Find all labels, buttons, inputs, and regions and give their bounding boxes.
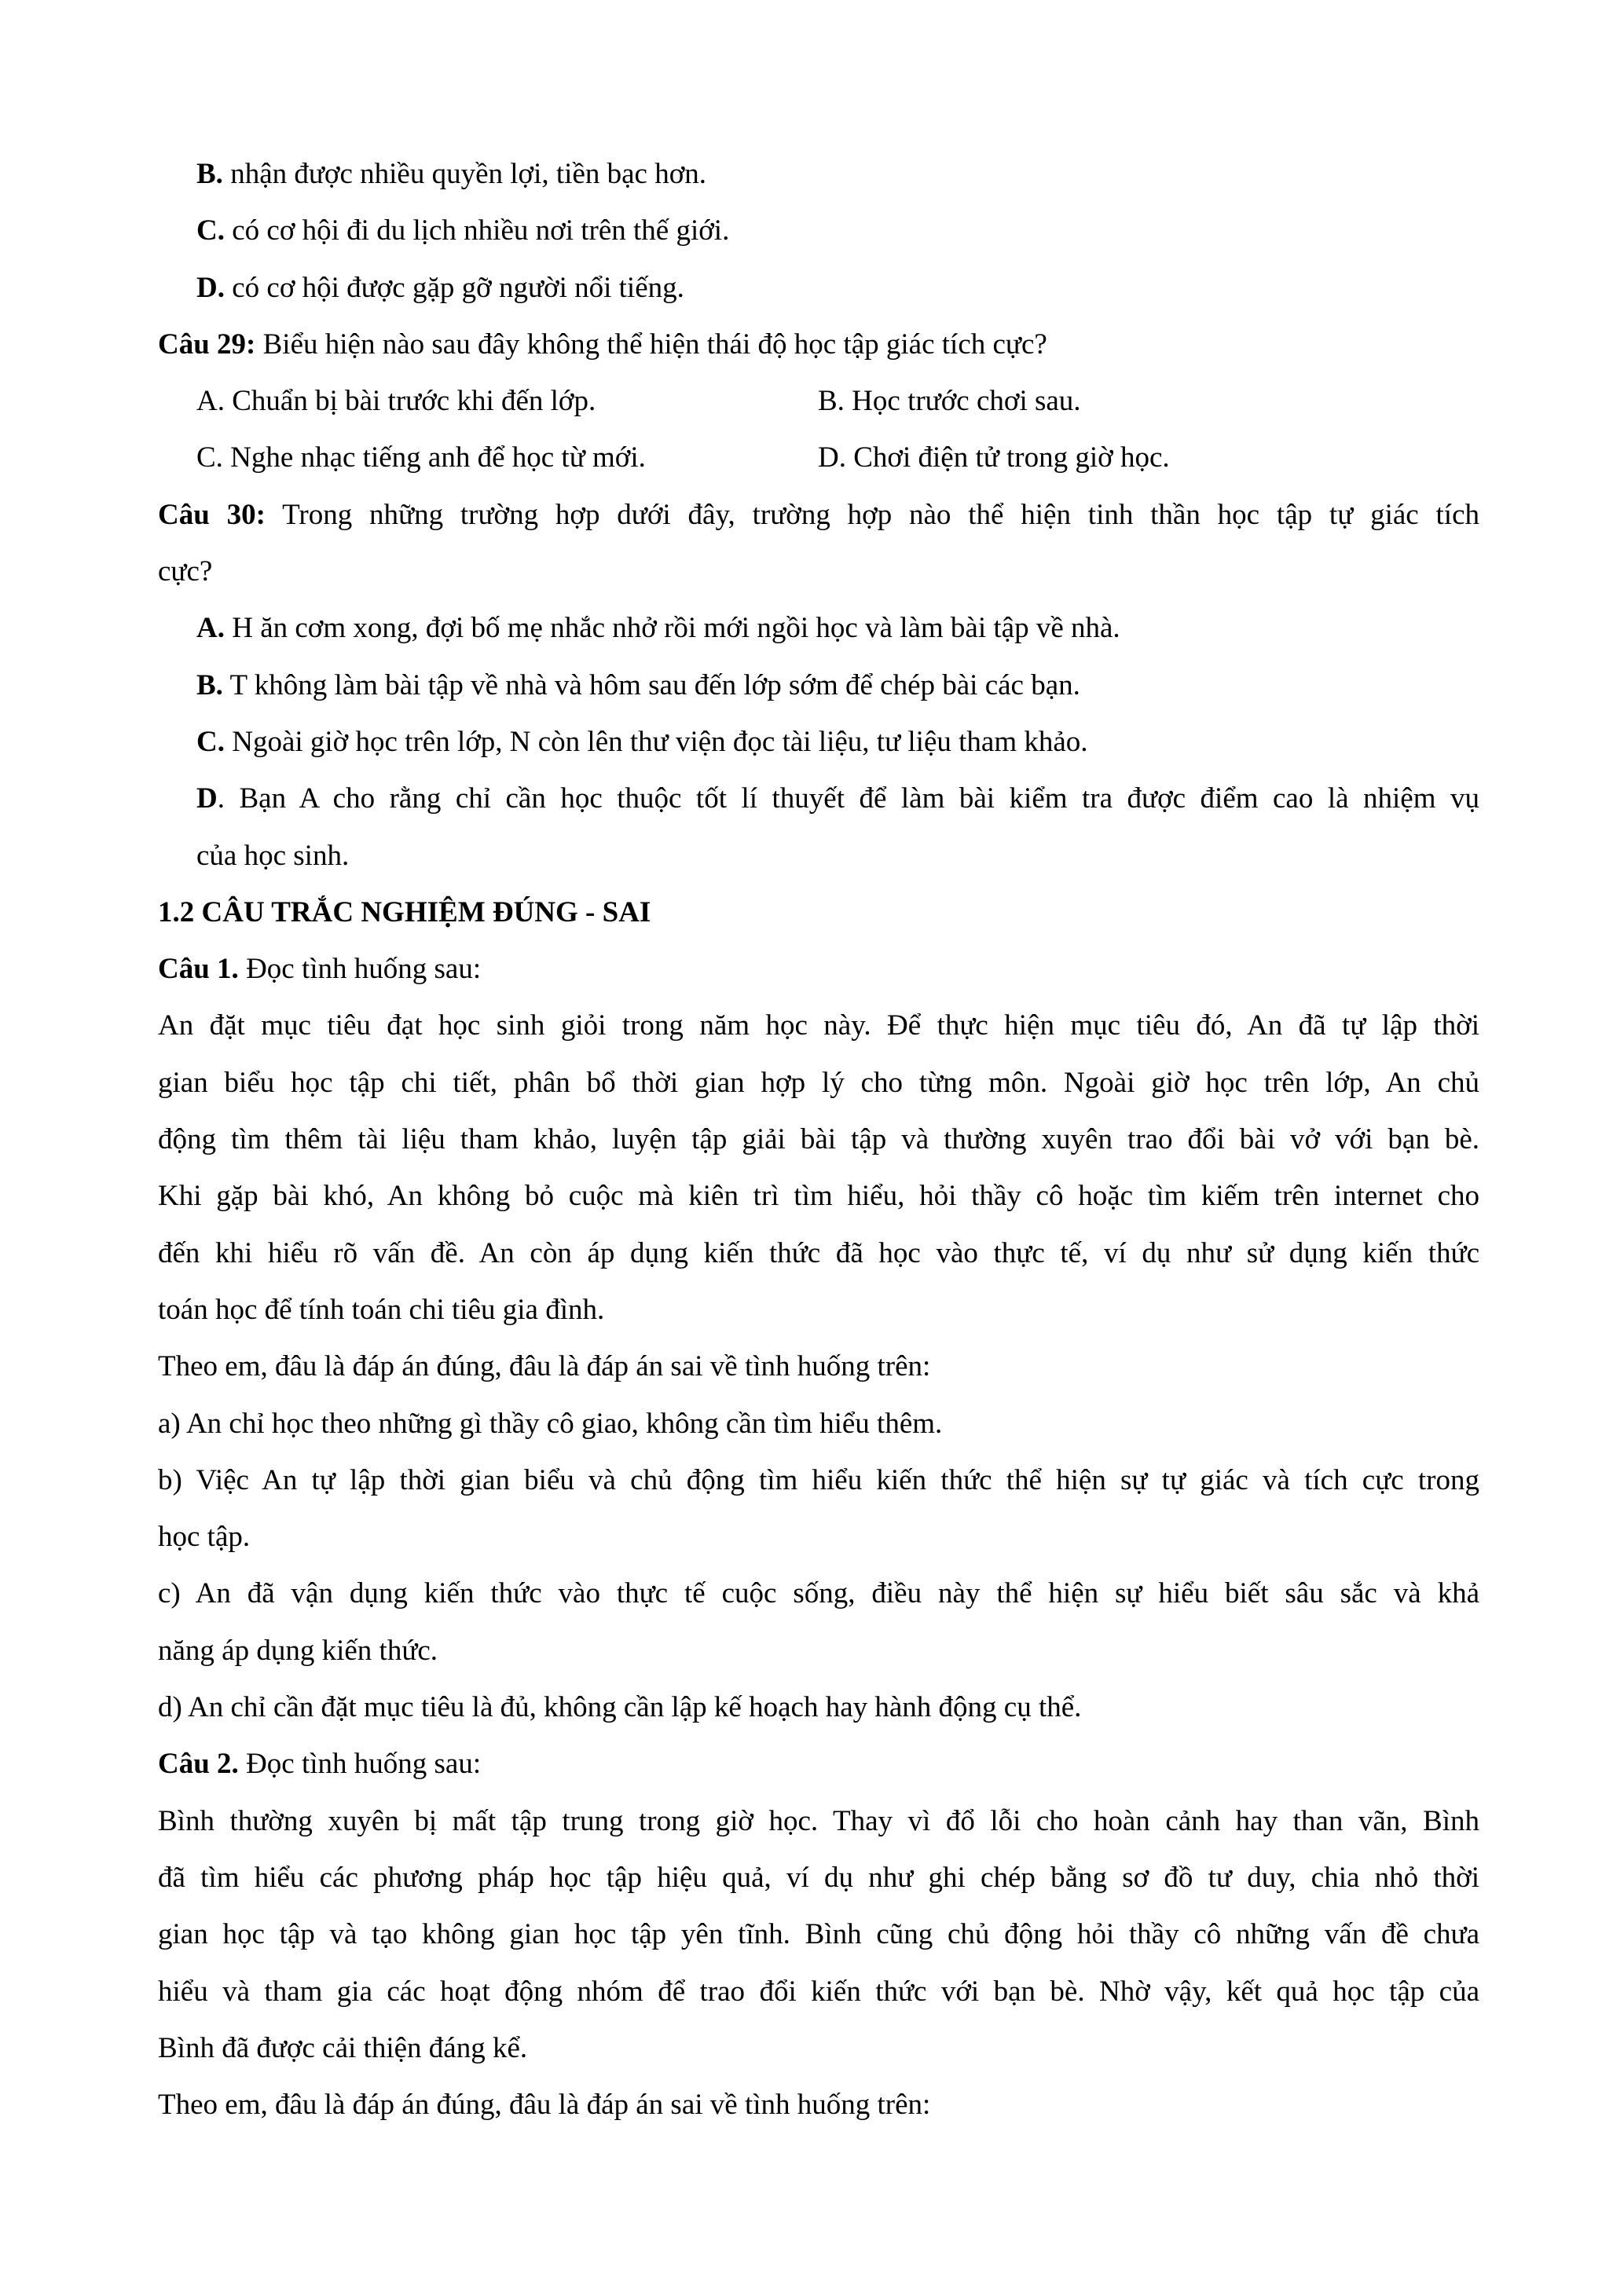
q30-option-a: [158, 600, 1479, 657]
q29-option-d: D. Chơi điện tử trong giờ học.: [818, 441, 1170, 474]
option-text: . Bạn A cho rằng chỉ cần học thuộc tốt lí thuyết để làm bài kiểm tra được điểm cao là nhiệm vụ: [217, 782, 1479, 815]
question-text: Trong những trường hợp dưới đây, trường hợp nào thể hiện tinh thần học tập tự giác tích: [265, 498, 1479, 531]
option-text: có cơ hội đi du lịch nhiều nơi trên thế giới.: [224, 214, 730, 247]
q29-option-c: C. Nghe nhạc tiếng anh để học từ mới.: [196, 441, 646, 474]
q30-stem: [158, 487, 1479, 544]
q29-options-row-1: [158, 373, 1479, 430]
passage-line: động tìm thêm tài liệu tham khảo, luyện tập giải bài tập và thường xuyên trao đổi bài vở với bạn bè.: [158, 1123, 1479, 1156]
q30-option-d: [158, 771, 1479, 827]
statement-c: c) An đã vận dụng kiến thức vào thực tế cuộc sống, điều này thể hiện sự hiểu biết sâu sắc và khả: [158, 1577, 1479, 1610]
passage-line: toán học để tính toán chi tiêu gia đình.: [158, 1293, 605, 1326]
passage-line: đã tìm hiểu các phương pháp học tập hiệu quả, ví dụ như ghi chép bằng sơ đồ tư duy, chia nhỏ thời: [158, 1861, 1479, 1894]
option-text: nhận được nhiều quyền lợi, tiền bạc hơn.: [222, 158, 707, 190]
passage-line: đến khi hiểu rõ vấn đề. An còn áp dụng kiến thức đã học vào thực tế, ví dụ như sử dụng kiến thức: [158, 1236, 1479, 1269]
question-label: Câu 2.: [158, 1748, 239, 1781]
option-label: D.: [196, 271, 225, 304]
question-label: Câu 29:: [158, 328, 256, 361]
passage-line: gian học tập và tạo không gian học tập yên tĩnh. Bình cũng chủ động hỏi thầy cô những vấn đề chưa: [158, 1918, 1479, 1951]
question-label: Câu 1.: [158, 953, 239, 986]
statement-d: d) An chỉ cần đặt mục tiêu là đủ, không cần lập kế hoạch hay hành động cụ thể.: [158, 1691, 1082, 1724]
option-text: H ăn cơm xong, đợi bố mẹ nhắc nhở rồi mới ngồi học và làm bài tập về nhà.: [224, 612, 1120, 645]
passage-line: hiểu và tham gia các hoạt động nhóm để trao đổi kiến thức với bạn bè. Nhờ vậy, kết quả học tập của: [158, 1975, 1479, 2008]
option-text: có cơ hội được gặp gỡ người nổi tiếng.: [224, 271, 684, 304]
section-heading-text: 1.2 CÂU TRẮC NGHIỆM ĐÚNG - SAI: [158, 895, 651, 928]
q28-option-d: [158, 260, 1479, 317]
option-text-cont: của học sinh.: [196, 839, 350, 872]
statement-b-cont: học tập.: [158, 1521, 251, 1554]
section-heading: [158, 884, 1479, 941]
q29-option-b: B. Học trước chơi sau.: [818, 385, 1081, 418]
option-label: C.: [196, 725, 225, 758]
passage-line: An đặt mục tiêu đạt học sinh giỏi trong năm học này. Để thực hiện mục tiêu đó, An đã tự lập thời: [158, 1009, 1479, 1042]
statement-a: a) An chỉ học theo những gì thầy cô giao, không cần tìm hiểu thêm.: [158, 1407, 943, 1440]
q29-stem: [158, 317, 1479, 373]
option-text: Ngoài giờ học trên lớp, N còn lên thư viện đọc tài liệu, tư liệu tham khảo.: [224, 725, 1088, 758]
question-text: Đọc tình huống sau:: [238, 1748, 482, 1781]
question-text: Biểu hiện nào sau đây không thể hiện thái độ học tập giác tích cực?: [255, 328, 1047, 361]
tf2-stem: [158, 1736, 1479, 1792]
q28-option-c: [158, 203, 1479, 259]
passage-line: gian biểu học tập chi tiết, phân bổ thời gian hợp lý cho từng môn. Ngoài giờ học trên lớp, An chủ: [158, 1066, 1479, 1099]
q30-option-b: [158, 657, 1479, 714]
q30-option-c: [158, 714, 1479, 771]
statement-c-cont: năng áp dụng kiến thức.: [158, 1634, 438, 1667]
tf-prompt: Theo em, đâu là đáp án đúng, đâu là đáp án sai về tình huống trên:: [158, 2089, 931, 2122]
option-label: D: [196, 782, 218, 815]
option-label: A.: [196, 612, 225, 645]
q29-options-row-2: [158, 430, 1479, 486]
tf-prompt: Theo em, đâu là đáp án đúng, đâu là đáp án sai về tình huống trên:: [158, 1350, 931, 1383]
passage-line: Khi gặp bài khó, An không bỏ cuộc mà kiên trì tìm hiểu, hỏi thầy cô hoặc tìm kiếm trên internet cho: [158, 1180, 1479, 1213]
question-text: Đọc tình huống sau:: [238, 953, 482, 986]
tf1-stem: [158, 941, 1479, 998]
passage-line: Bình thường xuyên bị mất tập trung trong giờ học. Thay vì đổ lỗi cho hoàn cảnh hay than vãn, Bình: [158, 1804, 1479, 1837]
option-label: B.: [196, 158, 223, 190]
document-page: [158, 146, 1479, 2133]
q28-option-b: [158, 146, 1479, 203]
question-label: Câu 30:: [158, 498, 266, 531]
q29-option-a: A. Chuẩn bị bài trước khi đến lớp.: [196, 385, 596, 418]
statement-b: b) Việc An tự lập thời gian biểu và chủ động tìm hiểu kiến thức thể hiện sự tự giác và tích cực trong: [158, 1463, 1479, 1496]
option-label: B.: [196, 668, 223, 701]
passage-line: Bình đã được cải thiện đáng kể.: [158, 2031, 528, 2064]
option-label: C.: [196, 214, 225, 247]
option-text: T không làm bài tập về nhà và hôm sau đến lớp sớm để chép bài các bạn.: [222, 668, 1080, 701]
question-text-cont: cực?: [158, 555, 213, 588]
